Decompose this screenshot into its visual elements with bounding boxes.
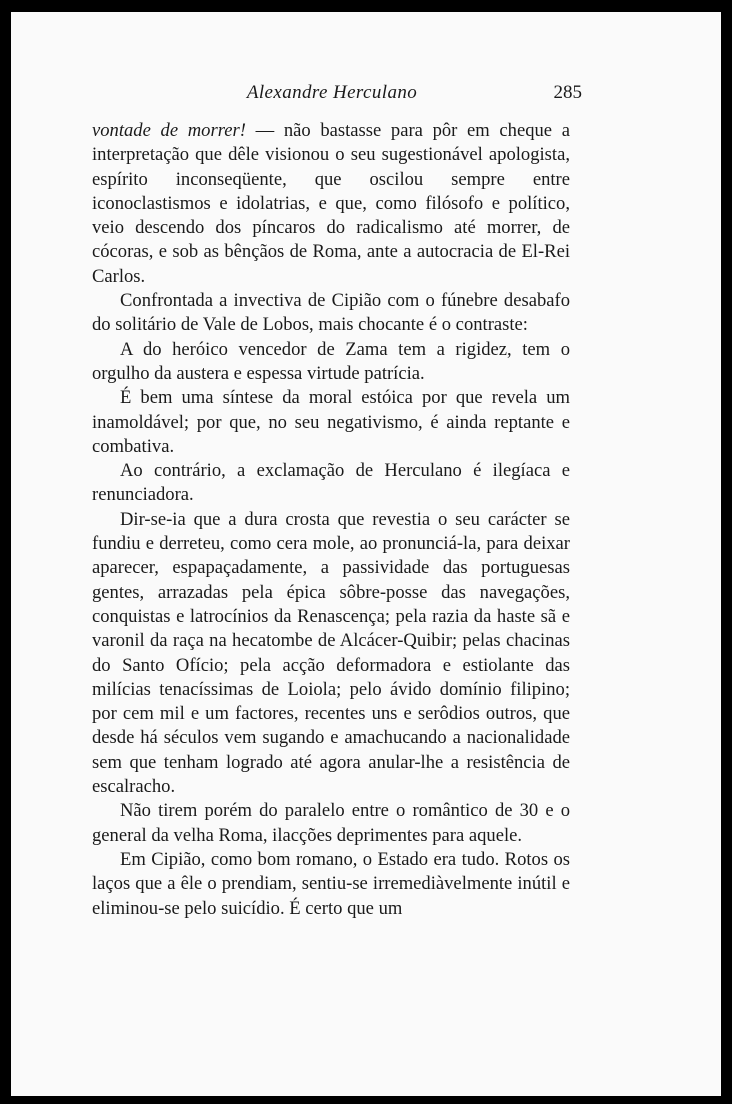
paragraph-5: Ao contrário, a exclamação de Herculano é ilegíaca e renunciadora. (92, 460, 570, 506)
page-number: 285 (553, 82, 582, 103)
paragraph-1 (92, 119, 570, 289)
paragraph-8: Em Cipião, como bom romano, o Estado era tudo. Rotos os laços que a êle o prendiam, sentiu-se irremediàvelmente inútil e eliminou-se pelo suicídio. É certo que um (92, 848, 570, 919)
paragraph-3: A do heróico vencedor de Zama tem a rigidez, tem o orgulho da austera e espessa virtude patrícia. (92, 338, 570, 384)
italic-phrase: vontade de morrer! (92, 120, 246, 141)
paragraph-4: É bem uma síntese da moral estóica por que revela um inamoldável; por que, no seu negativismo, é ainda reptante e combativa. (92, 387, 570, 457)
body-text (92, 119, 570, 921)
paragraph-1-text: — não bastasse para pôr em cheque a interpretação que dêle visionou o seu sugestionável apologista, espírito inconseqüente, que oscilou sempre entre iconoclastismos e idolatrias, e que, como filósofo e político, veio descendo dos píncaros do radicalismo até morrer, de cócoras, e sob as bênçãos de Roma, ante a autocracia de El-Rei Carlos. (92, 120, 570, 287)
running-head: Alexandre Herculano (246, 82, 418, 103)
page-header (92, 82, 582, 112)
paragraph-6: Dir-se-ia que a dura crosta que revestia o seu carácter se fundiu e derreteu, como cera mole, ao pronunciá-la, para deixar aparecer, espapaçadamente, a passividade das portuguesas gentes, arrazadas pela épica sôbre-posse das navegações, conquistas e latrocínios da Renascença; pela razia da haste sã e varonil da raça na hecatombe de Alcácer-Quibir; pelas chacinas do Santo Ofício; pela acção deformadora e estiolante das milícias tenacíssimas de Loiola; pelo ávido domínio filipino; por cem mil e um factores, recentes uns e serôdios outros, que desde há séculos vem sugando e amachucando a nacionalidade sem que tenham logrado até agora anular-lhe a resistência de escalracho. (92, 508, 570, 798)
paragraph-2: Confrontada a invectiva de Cipião com o fúnebre desabafo do solitário de Vale de Lobos, mais chocante é o contraste: (92, 290, 570, 336)
paragraph-7: Não tirem porém do paralelo entre o romântico de 30 e o general da velha Roma, ilacções deprimentes para aquele. (92, 800, 570, 846)
